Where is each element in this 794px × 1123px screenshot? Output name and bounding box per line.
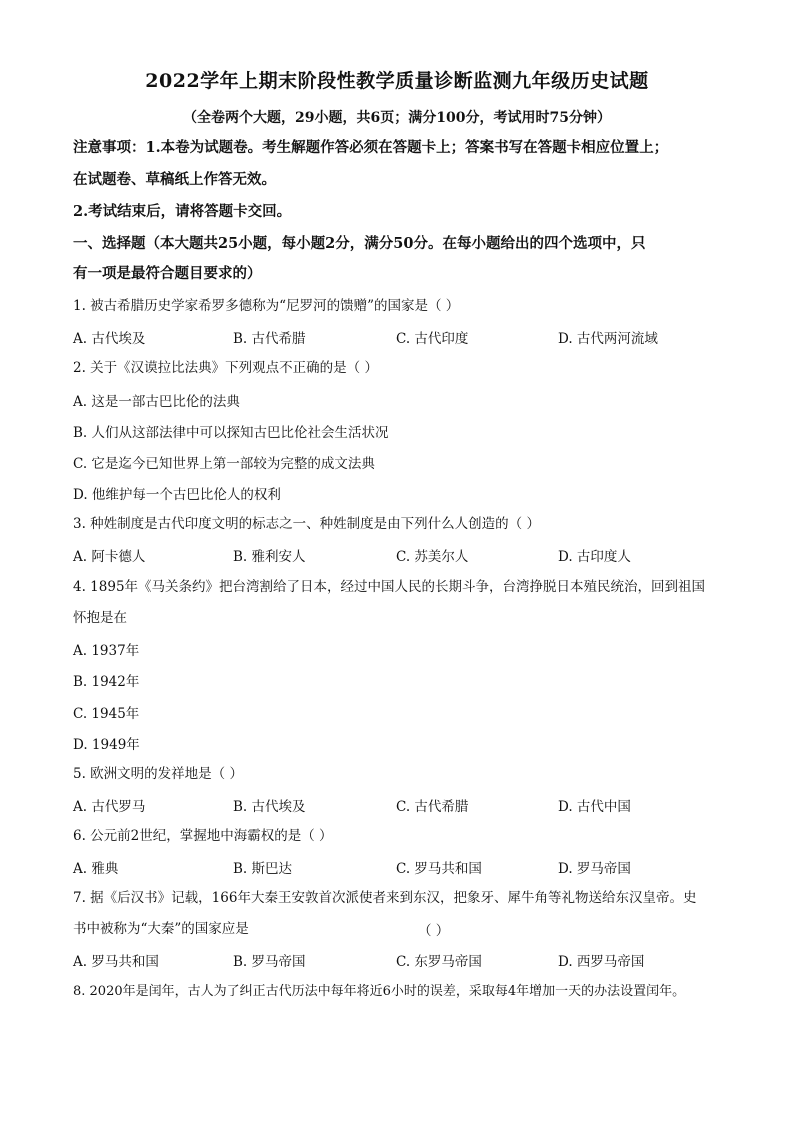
question-5-option-b[interactable]: B. 古代埃及 [233,799,306,815]
question-5-option-d[interactable]: D. 古代中国 [558,799,631,815]
question-3-option-c[interactable]: C. 苏美尔人 [396,549,469,565]
question-4-option-a[interactable]: A. 1937年 [73,643,140,659]
question-2-option-d[interactable]: D. 他维护每一个古巴比伦人的权利 [73,487,281,503]
question-4-stem-cont: 怀抱是在 [73,610,127,626]
question-1-stem: 1. 被古希腊历史学家希罗多德称为“尼罗河的馈赠”的国家是（ ） [73,298,460,314]
notice-line-2: 在试题卷、草稿纸上作答无效。 [73,171,276,188]
question-5-option-a[interactable]: A. 古代罗马 [73,799,146,815]
question-6-option-c[interactable]: C. 罗马共和国 [396,861,482,877]
section-heading-line-2: 有一项是最符合题目要求的） [73,265,262,282]
question-5-option-c[interactable]: C. 古代希腊 [396,799,469,815]
question-1-option-b[interactable]: B. 古代希腊 [233,331,306,347]
question-7-stem-cont: 书中被称为“大秦”的国家应是 [73,921,249,937]
question-7-option-b[interactable]: B. 罗马帝国 [233,954,306,970]
question-3-stem: 3. 种姓制度是古代印度文明的标志之一、种姓制度是由下列什么人创造的（ ） [73,516,540,532]
question-3-option-b[interactable]: B. 雅利安人 [233,549,306,565]
question-2-option-a[interactable]: A. 这是一部古巴比伦的法典 [73,394,240,410]
question-4-option-d[interactable]: D. 1949年 [73,737,140,753]
question-7-option-c[interactable]: C. 东罗马帝国 [396,954,482,970]
question-1-option-d[interactable]: D. 古代两河流域 [558,331,658,347]
notice-line-3: 2.考试结束后，请将答题卡交回。 [73,203,292,220]
notice-line-1: 注意事项：1.本卷为试题卷。考生解题作答必须在答题卡上；答案书写在答题卡相应位置上； [73,139,669,156]
question-8-stem: 8. 2020年是闰年，古人为了纠正古代历法中每年将近6小时的误差，采取每4年增加一天的办法设置闰年。 [73,984,686,999]
question-4-option-b[interactable]: B. 1942年 [73,674,140,690]
page-subtitle: （全卷两个大题，29小题，共6页；满分100分，考试用时75分钟） [183,110,611,126]
question-7-stem: 7. 据《后汉书》记载，166年大秦王安敦首次派使者来到东汉，把象牙、犀牛角等礼物送给东汉皇帝。史 [73,890,697,906]
question-7-answer-blank: （ ） [418,923,450,939]
question-6-option-a[interactable]: A. 雅典 [73,861,119,877]
question-5-stem: 5. 欧洲文明的发祥地是（ ） [73,766,243,782]
question-6-stem: 6. 公元前2世纪，掌握地中海霸权的是（ ） [73,828,333,844]
question-6-option-b[interactable]: B. 斯巴达 [233,861,293,877]
page-title: 2022学年上期末阶段性教学质量诊断监测九年级历史试题 [145,70,649,92]
question-4-option-c[interactable]: C. 1945年 [73,706,140,722]
question-7-option-a[interactable]: A. 罗马共和国 [73,954,159,970]
question-3-option-a[interactable]: A. 阿卡德人 [73,549,146,565]
question-2-stem: 2. 关于《汉谟拉比法典》下列观点不正确的是（ ） [73,360,378,376]
section-heading-line-1: 一、选择题（本大题共25小题，每小题2分，满分50分。在每小题给出的四个选项中，只 [73,235,646,252]
question-1-option-c[interactable]: C. 古代印度 [396,331,469,347]
question-4-stem: 4. 1895年《马关条约》把台湾割给了日本，经过中国人民的长期斗争，台湾挣脱日本殖民统治，回到祖国 [73,579,706,595]
question-6-option-d[interactable]: D. 罗马帝国 [558,861,631,877]
question-7-option-d[interactable]: D. 西罗马帝国 [558,954,645,970]
question-1-option-a[interactable]: A. 古代埃及 [73,331,146,347]
question-2-option-b[interactable]: B. 人们从这部法律中可以探知古巴比伦社会生活状况 [73,425,389,441]
question-3-option-d[interactable]: D. 古印度人 [558,549,631,565]
question-2-option-c[interactable]: C. 它是迄今已知世界上第一部较为完整的成文法典 [73,456,375,472]
